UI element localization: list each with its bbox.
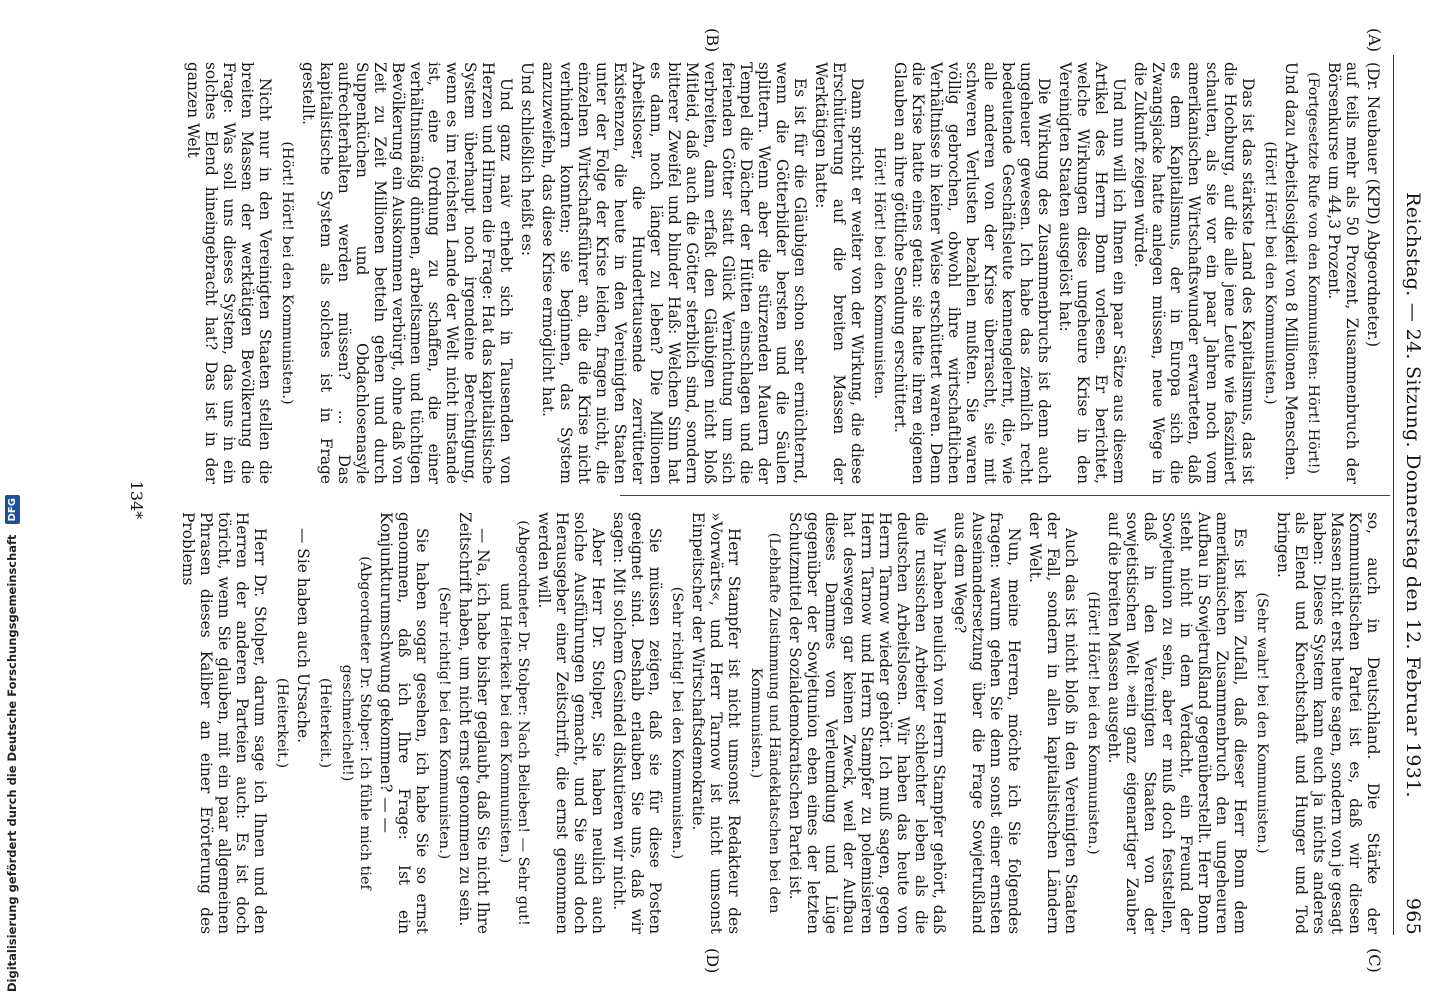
paragraph: — Sie haben auch Ursache. <box>294 528 312 744</box>
interjection: (Sehr richtig! bei den Kommunisten.) <box>669 586 685 860</box>
paragraph: Sie haben sogar gesehen, ich habe Sie so ernst genommen, daß ich Ihre Frage: Ist ein Konjunkturumschwung gekommen? — — <box>377 512 431 934</box>
interjection: (Abgeordneter Dr. Stolper: Ich fühle mich tief geschmeichelt!) <box>339 556 373 890</box>
paragraph: Aber Herr Dr. Stolper, Sie haben neulich auch solche Ausführungen gemacht, und Sie sind doch Herausgeber einer Zeitschrift, die ernst genommen werden will. <box>535 512 607 934</box>
paragraph: Und nun will ich Ihnen ein paar Sätze aus diesem Artikel des Herrn Bonn vorlesen. Er berichtet, welche Wirkungen diese ungeheure Krise in den Vereinigten Staaten ausgelöst hat: <box>1056 62 1128 484</box>
paragraph: Auch das ist nicht bloß in den Vereinigten Staaten der Fall, sondern in allen kapitalistischen Ländern der Welt. <box>1026 512 1080 934</box>
margin-mark-b: (B) <box>703 28 722 53</box>
right-column <box>176 512 1382 934</box>
interjection: (Hört! Hört! bei den Kommunisten.) <box>279 141 295 405</box>
page-number: 965 <box>1402 897 1424 935</box>
interjection: Hört! Hört! bei den Kommunisten. <box>871 147 887 399</box>
paragraph: Wir haben neulich von Herrn Stampfer gehört, daß die russischen Arbeiter schlechter leben als die deutschen Arbeitslosen. Wir haben das heute von Herrn Tarnow wieder gehört. Ich muß sagen, gegen Herrn Tarnow und Herrn Stampfer zu polemisieren hat deswegen gar keinen Zweck, weil der Aufbau dieses Dammes von Verleumdung und Lüge gegenüber der Sowjetunion eben eines der letzten Schutzmittel der Sozialdemokratischen Partei ist. <box>786 512 948 934</box>
header-rule <box>1393 55 1394 935</box>
paragraph: Es ist kein Zufall, daß dieser Herr Bonn dem amerikanischen Zusammenbruch den ungeheuren Aufbau in Sowjetrußland gegenüberstellt. Herr Bonn steht nicht in dem Verdacht, ein Freund der Sowjetunion zu sein, aber er muß doch feststellen, daß in den Vereinigten Staaten von der sowjetistischen Welt »ein ganz eigenartiger Zauber auf die breiten Massen ausgeht. <box>1105 512 1249 934</box>
paragraph: Das ist das stärkste Land des Kapitalismus, das ist die Hochburg, auf die alle jene Leute wie fasziniert schauten, als sie vor ein paar Jahren noch vom amerikanischen Wirtschaftswunder erwarteten, daß es dem Kapitalismus, der in Europa sich die Zwangsjacke hatte anlegen müssen, neue Wege in die Zukunft zeigen würde. <box>1131 62 1257 484</box>
margin-mark-a: (A) <box>1365 28 1384 53</box>
digitization-footer <box>0 0 24 1000</box>
paragraph: (Dr. Neubauer (KPD) Abgeordneter.) <box>1364 62 1382 347</box>
paragraph: Und ganz naiv erhebt sich in Tausenden von Herzen und Hirnen die Frage: Hat das kapitalistische System überhaupt noch irgendeine Berechtigung, wenn es im reichsten Lande der Welt nicht imstande ist, eine Ordnung zu schaffen, die einer verhältnismäßig dünnen, arbeitsamen und tüchtigen Bevölkerung ein Auskommen verbürgt, ohne daß von Zeit zu Zeit Millionen betteln gehen und durch Suppenküchen und Obdachlosenasyle aufrechterhalten werden müssen? ... Das kapitalistische System als solches ist in Frage gestellt. <box>299 62 515 484</box>
paragraph: Sie müssen zeigen, daß sie für diese Posten geeignet sind. Deshalb erlauben Sie uns, daß wir sagen: Mit solchem Gesindel diskutieren wir nicht. <box>610 512 664 934</box>
page-header <box>1396 55 1430 935</box>
paragraph: Herr Stampfer ist nicht umsonst Redakteur des »Vorwärts«, und Herr Tarnow ist nicht umsonst Einpeitscher der Wirtschaftsdemokratie. <box>689 512 743 934</box>
paragraph: Die Wirkung des Zusammenbruchs ist denn auch ungeheuer gewesen. Ich habe das ziemlich recht bedeutende Geschäftsleute kennengelernt, die, wie alle anderen von der Krise überrascht, sie mit schweren Verlusten bezahlen mußten. Sie waren völlig gebrochen, obwohl ihre wirtschaftlichen Verhältnisse in keiner Weise erschüttert waren. Denn die Krise hatte eines getan: sie hatte ihren eigenen Glauben an ihre göttliche Sendung erschüttert. <box>891 62 1053 484</box>
interjection: (Lebhafte Zustimmung und Händeklatschen bei den Kommunisten.) <box>748 532 782 914</box>
paragraph: Es ist für die Gläubigen schon sehr ernüchternd, wenn die Götterbilder bersten und die Säulen splittern. Wenn aber die stürzenden Mauern der Tempel die Dächer der Hütten einschlagen und die ferienden Götter statt Glück Vernichtung um sich verbreiten, dann erfaßt den Gläubigen nicht bloß Mitleid, daß auch die Götter sterblich sind, sondern bitterer Zweifel und blinder Haß: Welchen Sinn hat es dann, noch länger zu leben? Die Millionen Arbeitsloser, die Hunderttausende zerrütteter Existenzen, die heute in den Vereinigten Staaten unter der Folge der Krise leiden, fragen nicht, die einzelnen Wirtschaftsführer an, die die Krise nicht verhindern konnten; sie beginnen, das System anzuzweifeln, das diese Krise ermöglicht hat. <box>539 62 809 484</box>
header-title: Reichstag. — 24. Sitzung. Donnerstag den 12. Februar 1931. <box>1402 192 1424 798</box>
margin-mark-d: (D) <box>703 948 722 974</box>
footer-text: Digitalisierung gefördert durch die Deutsche Forschungsgemeinschaft <box>5 534 19 992</box>
interjection: (Hört! Hört! bei den Kommunisten.) <box>1085 591 1101 855</box>
paragraph: Nicht nur in den Vereinigten Staaten stellen die breiten Massen der werktätigen Bevölkerung die Frage: Was soll uns dieses System, das uns in ein solches Elend hineingebracht hat? Das ist in der ganzen Welt <box>184 62 274 484</box>
left-column <box>181 62 1382 484</box>
interjection: (Heiterkeit.) <box>317 677 333 769</box>
interjection: (Sehr wahr! bei den Kommunisten.) <box>1254 592 1270 854</box>
paragraph: Und dazu Arbeitslosigkeit von 8 Millionen Menschen. <box>1282 62 1300 481</box>
interjection: (Hört! Hört! bei den Kommunisten.) <box>1262 141 1278 405</box>
margin-mark-c: (C) <box>1365 948 1384 973</box>
interjection: (Fortgesetzte Rufe von den Kommunisten: Hört! Hört!) <box>1305 71 1321 475</box>
interjection: (Heiterkeit.) <box>274 677 290 769</box>
paragraph: Und schließlich heißt es: <box>518 62 536 257</box>
dfg-logo: DFG <box>5 495 20 524</box>
paragraph: auf teils mehr als 50 Prozent, Zusammenbruch der Börsenkurse um 44,3 Prozent. <box>1325 62 1361 484</box>
paragraph: Dann spricht er weiter von der Wirkung, die diese Erschütterung auf die breiten Massen der Werktätigen hatte: <box>812 62 866 484</box>
paragraph: Nun, meine Herren, möchte ich Sie folgendes fragen: warum gehen Sie denn sonst einer ernsten Auseinandersetzung über die Frage Sowjetrußland aus dem Wege? <box>951 512 1023 934</box>
paragraph: — Na, ich habe bisher geglaubt, daß Sie nicht Ihre Zeitschrift haben, um nicht ernst genommen zu sein. <box>456 512 492 934</box>
paragraph: so, auch in Deutschland. Die Stärke der Kommunistischen Partei ist es, daß wir diesen Massen nicht erst heute sagen, sondern von je gesagt haben: Dieses System kann euch ja nichts anderes als Elend und Knechtschaft und Hunger und Tod bringen. <box>1274 512 1382 934</box>
sheet-signature: 134* <box>127 480 146 520</box>
interjection: (Sehr richtig! bei den Kommunisten.) <box>436 586 452 860</box>
column-divider <box>620 495 1390 496</box>
paragraph: Herr Dr. Stolper, darum sage ich Ihnen und den Herren der anderen Parteien auch: Es ist doch töricht, wenn Sie glauben, mit ein paar allgemeinen Phrasen dieses Kaliber an einer Erörterung des Problems <box>179 512 269 934</box>
interjection: (Abgeordneter Dr. Stolper: Nach Belieben! — Sehr gut! und Heiterkeit bei den Kommunisten.) <box>497 520 531 926</box>
